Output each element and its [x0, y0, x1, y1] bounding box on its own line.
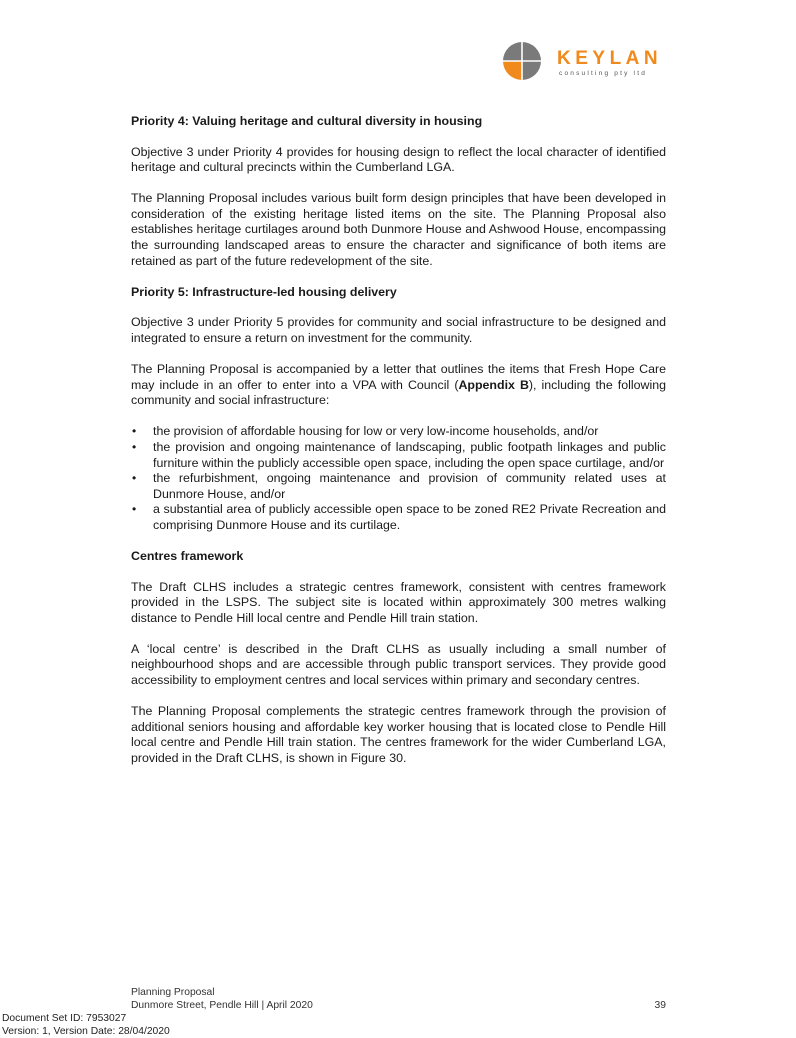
page-number: 39: [655, 1000, 666, 1013]
priority-5-heading: Priority 5: Infrastructure-led housing delivery: [131, 285, 666, 301]
infrastructure-list: [131, 424, 666, 533]
document-set-info: [2, 1013, 170, 1038]
centres-framework-heading: Centres framework: [131, 549, 666, 565]
centres-framework-paragraph-1: The Draft CLHS includes a strategic centres framework, consistent with centres framework provided in the LSPS. The subject site is located within approximately 300 metres walking distance to Pendle Hill local centre and Pendle Hill train station.: [131, 580, 666, 627]
footer-document-title: Planning Proposal: [131, 987, 666, 1000]
centres-framework-paragraph-3: The Planning Proposal complements the strategic centres framework through the provision of additional seniors housing and affordable key worker housing that is located close to Pendle Hill local centre and Pendle Hill train station. The centres framework for the wider Cumberland LGA, provided in the Draft CLHS, is shown in Figure 30.: [131, 704, 666, 766]
keylan-logo-icon: [503, 42, 541, 80]
priority-5-paragraph-2-end: ), including the following community and social infrastructure:: [131, 378, 666, 408]
list-item: • the refurbishment, ongoing maintenance and provision of community related uses at Dunmore House, and/or: [131, 471, 666, 502]
list-item: • a substantial area of publicly accessible open space to be zoned RE2 Private Recreation and comprising Dunmore House and its curtilage.: [131, 502, 666, 533]
document-body: [131, 114, 666, 782]
list-item: • the provision and ongoing maintenance of landscaping, public footpath linkages and public furniture within the publicly accessible open space, including the open space curtilage, and/or: [131, 440, 666, 471]
document-set-id: Document Set ID: 7953027: [2, 1013, 170, 1026]
logo-tagline: consulting pty ltd: [559, 70, 647, 77]
priority-5-paragraph-1: Objective 3 under Priority 5 provides for community and social infrastructure to be designed and integrated to ensure a return on investment for the community.: [131, 315, 666, 346]
priority-5-paragraph-2: [131, 362, 666, 409]
centres-framework-paragraph-2: A ‘local centre’ is described in the Draft CLHS as usually including a small number of neighbourhood shops and are accessible through public transport services. They provide good accessibility to employment centres and local services within primary and secondary centres.: [131, 642, 666, 689]
page-footer: [131, 987, 666, 1012]
footer-location-date: Dunmore Street, Pendle Hill | April 2020: [131, 1000, 666, 1013]
company-logo: [503, 42, 673, 80]
priority-5-paragraph-2-start: The Planning Proposal is accompanied by a letter that outlines the items that Fresh Hope Care may include in an offer to enter into a VPA with Council (: [131, 362, 666, 392]
priority-4-paragraph-2: The Planning Proposal includes various built form design principles that have been developed in consideration of the existing heritage listed items on the site. The Planning Proposal also establishes heritage curtilages around both Dunmore House and Ashwood House, encompassing the surrounding landscaped areas to ensure the character and significance of both items are retained as part of the future redevelopment of the site.: [131, 191, 666, 269]
priority-4-paragraph-1: Objective 3 under Priority 4 provides for housing design to reflect the local character of identified heritage and cultural precincts within the Cumberland LGA.: [131, 145, 666, 176]
logo-name: KEYLAN: [557, 48, 662, 70]
document-version: Version: 1, Version Date: 28/04/2020: [2, 1026, 170, 1038]
list-item: • the provision of affordable housing for low or very low-income households, and/or: [131, 424, 666, 440]
priority-4-heading: Priority 4: Valuing heritage and cultural diversity in housing: [131, 114, 666, 130]
appendix-b-reference: Appendix B: [458, 378, 528, 392]
